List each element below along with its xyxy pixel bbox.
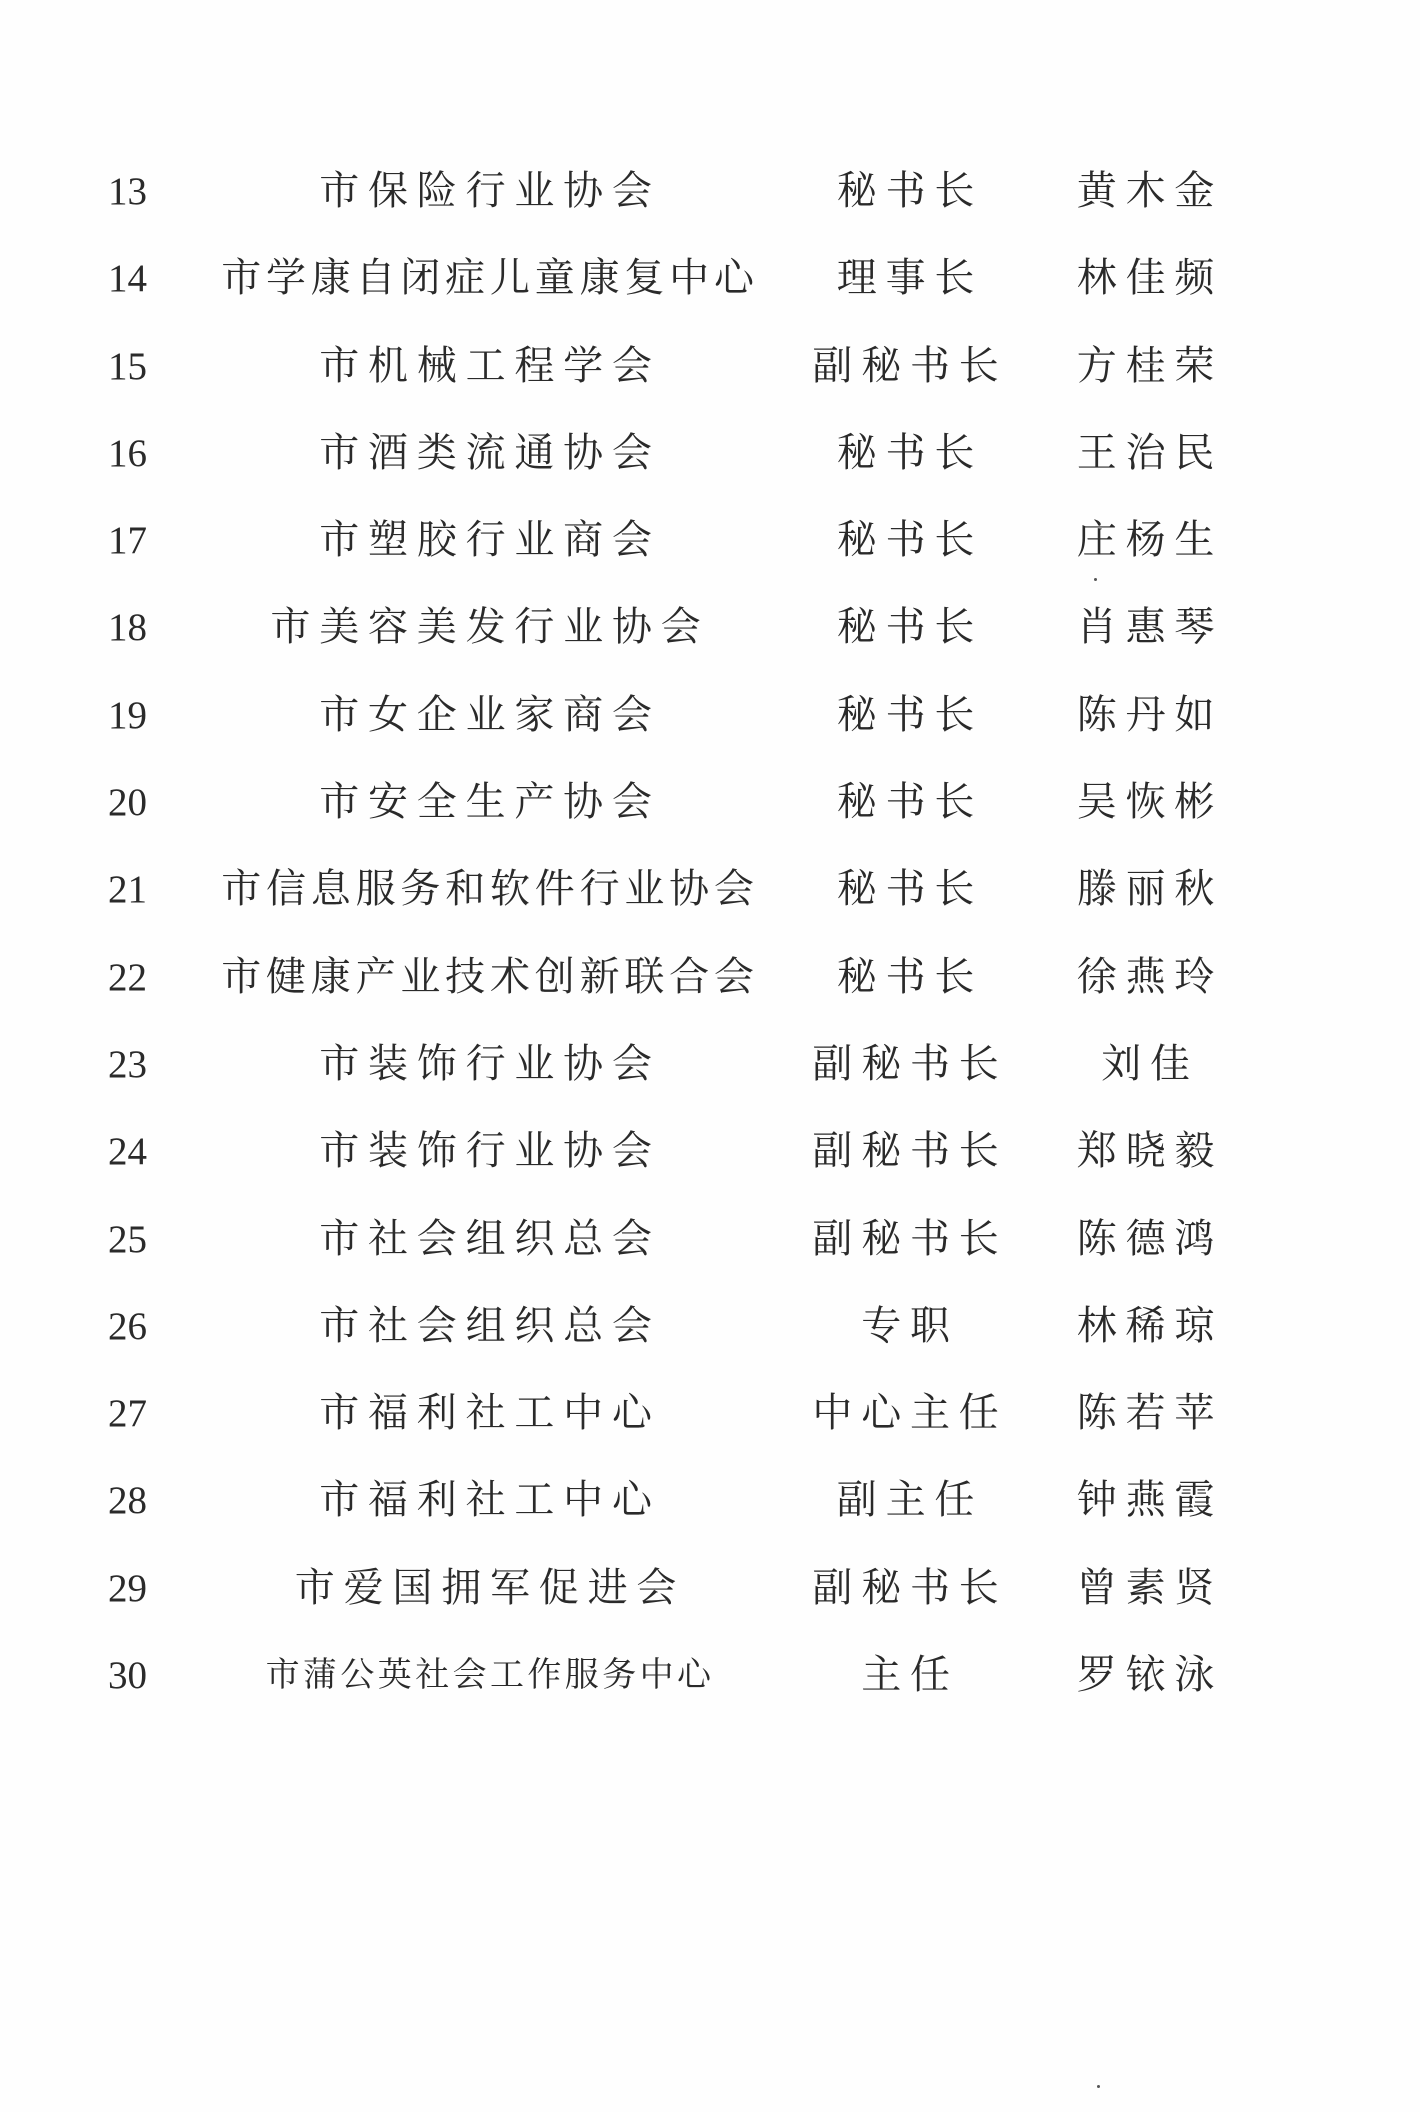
list-row — [0, 1021, 1420, 1108]
person-name: 钟燕霞 — [1076, 1477, 1224, 1524]
position-title: 中心主任 — [812, 1390, 1008, 1437]
person-name: 刘佳 — [1101, 1040, 1199, 1087]
organization-name: 市机械工程学会 — [319, 342, 661, 389]
person-name: 陈若苹 — [1076, 1390, 1224, 1437]
row-number: 18 — [108, 606, 147, 650]
list-row — [0, 497, 1420, 584]
row-number: 13 — [108, 170, 147, 213]
organization-name: 市社会组织总会 — [319, 1302, 661, 1349]
position-title: 秘书长 — [836, 691, 984, 738]
person-name: 王治民 — [1076, 429, 1224, 476]
list-row — [0, 1283, 1420, 1370]
list-row — [0, 672, 1420, 759]
position-title: 秘书长 — [836, 604, 984, 651]
list-row — [0, 235, 1420, 322]
list-row — [0, 584, 1420, 671]
list-row — [0, 1370, 1420, 1457]
organization-name: 市装饰行业协会 — [319, 1128, 661, 1175]
scan-speck — [1097, 2085, 1100, 2088]
organization-name: 市信息服务和软件行业协会 — [221, 866, 759, 913]
position-title: 理事长 — [836, 255, 984, 302]
organization-name: 市安全生产协会 — [319, 779, 661, 826]
row-number: 23 — [108, 1042, 147, 1086]
position-title: 副秘书长 — [812, 1040, 1008, 1087]
person-name: 徐燕玲 — [1076, 953, 1224, 1000]
row-number: 25 — [108, 1217, 147, 1261]
row-number: 14 — [108, 257, 147, 301]
organization-name: 市女企业家商会 — [319, 691, 661, 738]
list-row — [0, 1196, 1420, 1283]
position-title: 副主任 — [836, 1477, 984, 1524]
position-title: 秘书长 — [836, 953, 984, 1000]
row-number: 30 — [108, 1654, 147, 1698]
list-row — [0, 759, 1420, 846]
row-number: 20 — [108, 781, 147, 825]
person-name: 方桂荣 — [1076, 342, 1224, 389]
position-title: 秘书长 — [836, 866, 984, 913]
organization-name: 市美容美发行业协会 — [270, 604, 710, 651]
list-row — [0, 148, 1420, 235]
organization-name: 市装饰行业协会 — [319, 1040, 661, 1087]
person-name: 郑晓毅 — [1076, 1128, 1224, 1175]
person-name: 罗铱泳 — [1076, 1652, 1224, 1699]
organization-name: 市健康产业技术创新联合会 — [221, 953, 759, 1000]
row-number: 16 — [108, 431, 147, 475]
person-name: 陈丹如 — [1076, 691, 1224, 738]
row-number: 21 — [108, 868, 147, 912]
organization-name: 市保险行业协会 — [319, 168, 661, 214]
position-title: 副秘书长 — [812, 1215, 1008, 1262]
row-number: 19 — [108, 693, 147, 737]
list-row — [0, 934, 1420, 1021]
list-row — [0, 1457, 1420, 1544]
organization-name: 市福利社工中心 — [319, 1390, 661, 1437]
person-name: 林稀琼 — [1076, 1302, 1224, 1349]
person-name: 庄杨生 — [1076, 517, 1224, 564]
organization-name: 市学康自闭症儿童康复中心 — [221, 255, 759, 302]
list-row — [0, 323, 1420, 410]
row-number: 28 — [108, 1479, 147, 1523]
list-row — [0, 1545, 1420, 1632]
row-number: 17 — [108, 519, 147, 563]
scan-speck — [1094, 578, 1097, 581]
person-name: 曾素贤 — [1076, 1564, 1224, 1611]
list-row — [0, 846, 1420, 933]
person-name: 黄木金 — [1076, 168, 1224, 214]
organization-name: 市社会组织总会 — [319, 1215, 661, 1262]
list-row — [0, 1632, 1420, 1719]
position-title: 秘书长 — [836, 429, 984, 476]
list-row — [0, 1108, 1420, 1195]
position-title: 副秘书长 — [812, 342, 1008, 389]
position-title: 副秘书长 — [812, 1128, 1008, 1175]
row-number: 24 — [108, 1130, 147, 1174]
list-row — [0, 410, 1420, 497]
position-title: 秘书长 — [836, 779, 984, 826]
person-name: 吴恢彬 — [1076, 779, 1224, 826]
position-title: 专职 — [861, 1302, 959, 1349]
organization-name: 市酒类流通协会 — [319, 429, 661, 476]
person-name: 林佳频 — [1076, 255, 1224, 302]
position-title: 主任 — [861, 1652, 959, 1699]
position-title: 秘书长 — [836, 168, 984, 214]
organization-name: 市福利社工中心 — [319, 1477, 661, 1524]
row-number: 27 — [108, 1392, 147, 1436]
position-title: 副秘书长 — [812, 1564, 1008, 1611]
row-number: 26 — [108, 1304, 147, 1348]
row-number: 29 — [108, 1566, 147, 1610]
person-name: 陈德鸿 — [1076, 1215, 1224, 1262]
organization-name: 市蒲公英社会工作服务中心 — [265, 1655, 715, 1696]
organization-name: 市爱国拥军促进会 — [294, 1564, 686, 1611]
person-name: 滕丽秋 — [1076, 866, 1224, 913]
row-number: 15 — [108, 344, 147, 388]
position-title: 秘书长 — [836, 517, 984, 564]
organization-name: 市塑胶行业商会 — [319, 517, 661, 564]
row-number: 22 — [108, 955, 147, 999]
person-name: 肖惠琴 — [1076, 604, 1224, 651]
personnel-list — [0, 148, 1420, 1719]
